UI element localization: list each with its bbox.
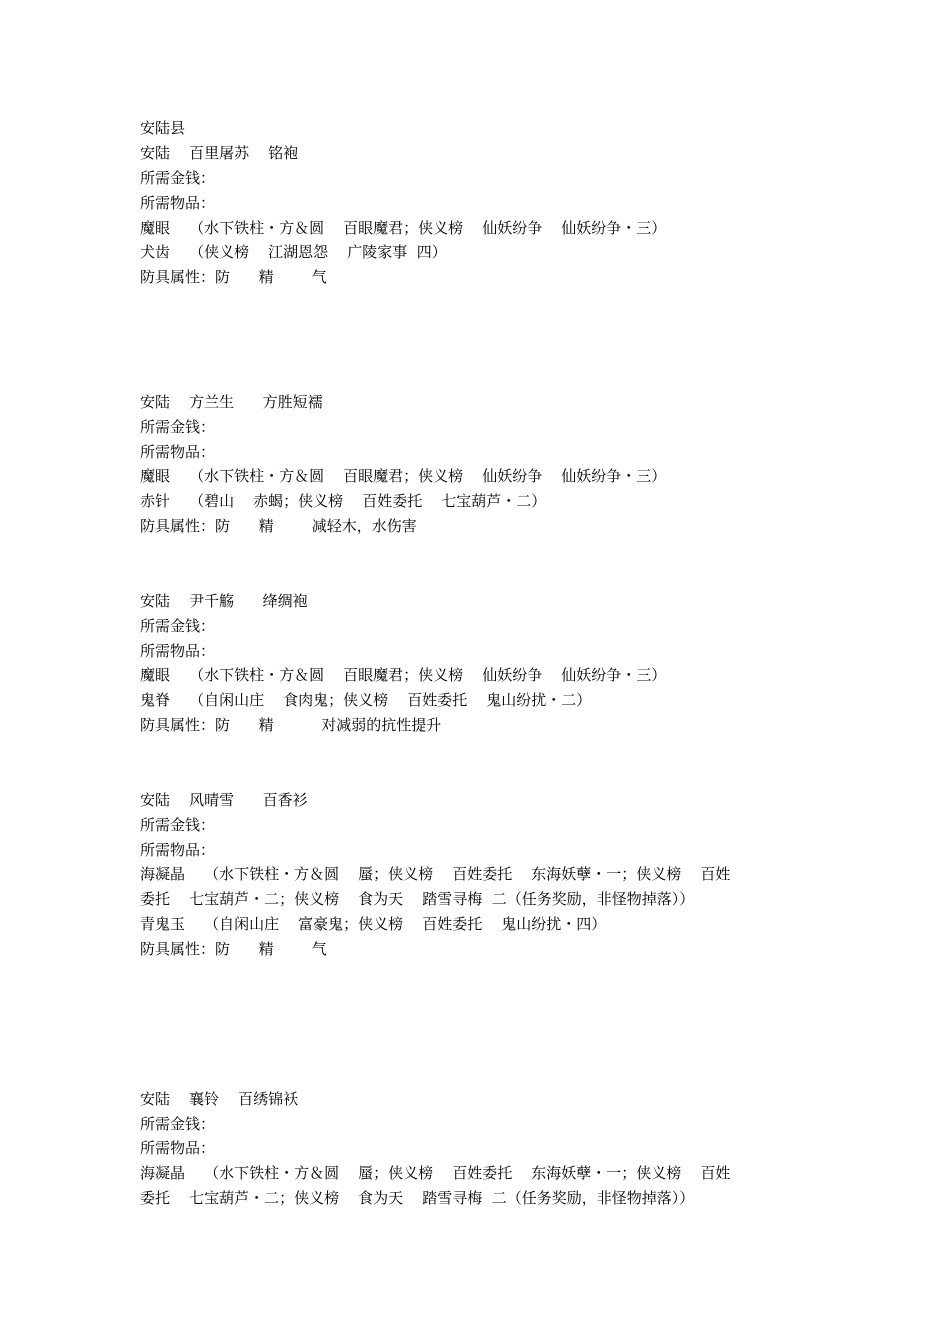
material-line: 鬼脊 （自闲山庄 食肉鬼；侠义榜 百姓委托 鬼山纷扰・二） bbox=[140, 691, 592, 709]
item-header: 安陆 襄铃 百绣锦袄 bbox=[140, 1090, 299, 1108]
required-money: 所需金钱： bbox=[140, 169, 216, 187]
material-line: 犬齿 （侠义榜 江湖恩怨 广陵家事 四） bbox=[140, 243, 447, 261]
material-line: 委托 七宝葫芦・二；侠义榜 食为天 踏雪寻梅 二（任务奖励，非怪物掉落）） bbox=[140, 890, 695, 908]
required-money: 所需金钱： bbox=[140, 1115, 216, 1133]
armor-attributes: 防具属性：防 精 气 bbox=[140, 268, 327, 286]
item-header: 安陆 方兰生 方胜短襦 bbox=[140, 393, 323, 411]
material-line: 魔眼 （水下铁柱・方＆圆 百眼魔君；侠义榜 仙妖纷争 仙妖纷争・三） bbox=[140, 467, 667, 485]
material-line: 魔眼 （水下铁柱・方＆圆 百眼魔君；侠义榜 仙妖纷争 仙妖纷争・三） bbox=[140, 219, 667, 237]
material-line: 委托 七宝葫芦・二；侠义榜 食为天 踏雪寻梅 二（任务奖励，非怪物掉落）） bbox=[140, 1189, 695, 1207]
required-money: 所需金钱： bbox=[140, 816, 216, 834]
armor-attributes: 防具属性：防 精 减轻木，水伤害 bbox=[140, 517, 417, 535]
material-line: 青鬼玉 （自闲山庄 富豪鬼；侠义榜 百姓委托 鬼山纷扰・四） bbox=[140, 915, 607, 933]
material-line: 海凝晶 （水下铁柱・方＆圆 蜃；侠义榜 百姓委托 东海妖孽・一；侠义榜 百姓 bbox=[140, 1164, 731, 1182]
armor-attributes: 防具属性：防 精 气 bbox=[140, 940, 327, 958]
required-items: 所需物品： bbox=[140, 642, 216, 660]
item-header: 安陆 风晴雪 百香衫 bbox=[140, 791, 308, 809]
required-money: 所需金钱： bbox=[140, 617, 216, 635]
material-line: 赤针 （碧山 赤蝎；侠义榜 百姓委托 七宝葫芦・二） bbox=[140, 492, 547, 510]
required-money: 所需金钱： bbox=[140, 418, 216, 436]
required-items: 所需物品： bbox=[140, 194, 216, 212]
material-line: 海凝晶 （水下铁柱・方＆圆 蜃；侠义榜 百姓委托 东海妖孽・一；侠义榜 百姓 bbox=[140, 865, 731, 883]
section-title: 安陆县 bbox=[140, 119, 186, 137]
required-items: 所需物品： bbox=[140, 443, 216, 461]
material-line: 魔眼 （水下铁柱・方＆圆 百眼魔君；侠义榜 仙妖纷争 仙妖纷争・三） bbox=[140, 666, 667, 684]
item-header: 安陆 尹千觞 绛绸袍 bbox=[140, 592, 308, 610]
required-items: 所需物品： bbox=[140, 1139, 216, 1157]
item-header: 安陆 百里屠苏 铭袍 bbox=[140, 144, 299, 162]
required-items: 所需物品： bbox=[140, 841, 216, 859]
armor-attributes: 防具属性：防 精 对减弱的抗性提升 bbox=[140, 716, 442, 734]
